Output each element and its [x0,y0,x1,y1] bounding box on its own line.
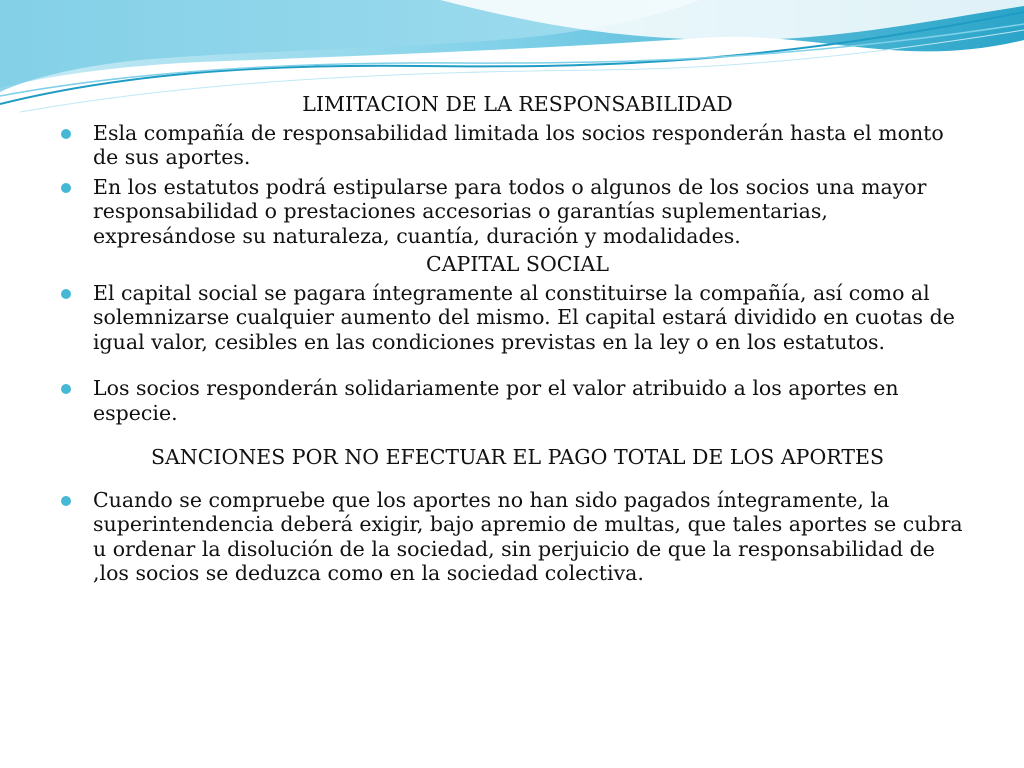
bullet-item [60,175,975,249]
bullet-text: Cuando se compruebe que los aportes no han sido pagados íntegramente, la superintendencia deberá exigir, bajo apremio de multas, que tales aportes se cubra u ordenar la disolución de la sociedad, sin perjuicio de que la responsabilidad de ,los socios se deduzca como en la sociedad colectiva. [93,487,963,585]
bullet-text: Los socios responderán solidariamente por el valor atribuido a los aportes en especie. [93,376,899,425]
bullet-text: En los estatutos podrá estipularse para todos o algunos de los socios una mayor responsabilidad o prestaciones accesorias o garantías suplementarias, expresándose su naturaleza, cuantía, duración y modalidades. [93,174,927,248]
bullet-dot-icon [61,289,71,299]
bullet-item [60,121,975,170]
heading-capital-social: CAPITAL SOCIAL [426,252,609,276]
heading-sanciones: SANCIONES POR NO EFECTUAR EL PAGO TOTAL DE LOS APORTES [150,445,885,469]
bullet-dot-icon [61,384,71,394]
bullet-text: El capital social se pagara íntegramente al constituirse la compañía, así como al solemnizarse cualquier aumento del mismo. El capital estará dividido en cuotas de igual valor, cesibles en las condiciones previstas en la ley o en los estatutos. [93,280,955,354]
bullet-dot-icon [61,183,71,193]
bullet-item [60,488,975,586]
heading-limitacion: LIMITACION DE LA RESPONSABILIDAD [302,92,733,116]
bullet-item [60,281,975,355]
slide-content [60,92,975,586]
bullet-text: Esla compañía de responsabilidad limitada los socios responderán hasta el monto de sus aportes. [93,120,944,169]
bullet-dot-icon [61,129,71,139]
bullet-dot-icon [61,496,71,506]
bullet-item [60,376,975,425]
